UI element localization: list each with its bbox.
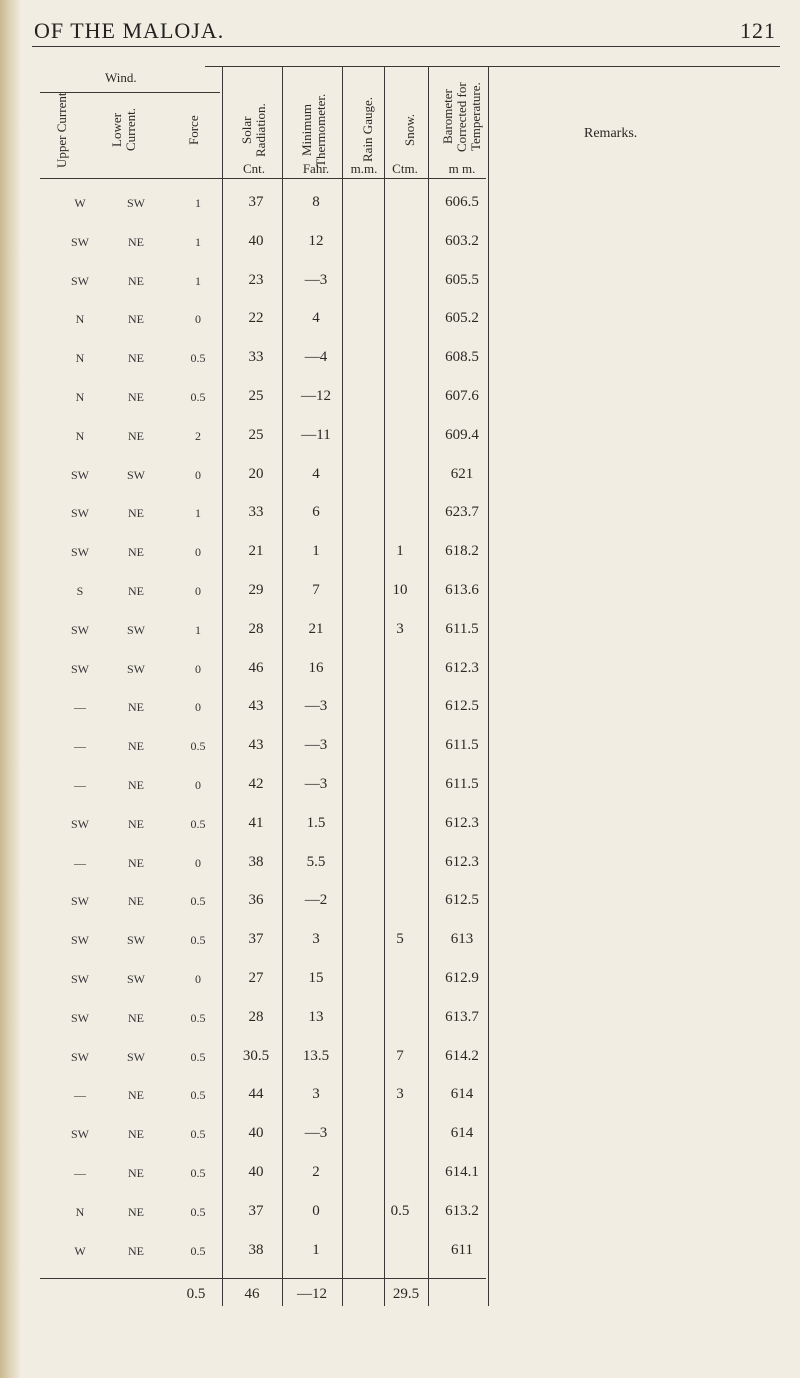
cell-force: 1 [195, 622, 201, 637]
col-snow: Snow. [402, 113, 417, 147]
cell-lower: NE [128, 894, 144, 909]
cell-min: 12 [308, 232, 324, 249]
cell-solar: 20 [248, 465, 264, 482]
unit-snow: Ctm. [392, 161, 418, 176]
cell-lower: NE [128, 855, 144, 870]
cell-force: 0 [195, 312, 201, 327]
cell-baro: 606.5 [445, 194, 479, 210]
cell-force: 0 [195, 700, 201, 715]
cell-lower: NE [128, 1127, 144, 1142]
table-row [0, 964, 800, 994]
cell-solar: 21 [248, 543, 264, 560]
cell-min: 3 [312, 931, 320, 948]
cell-lower: SW [127, 1049, 145, 1064]
cell-upper: SW [71, 467, 89, 482]
cell-baro: 605.5 [445, 271, 479, 288]
cell-baro: 614.2 [445, 1047, 479, 1064]
cell-solar: 25 [248, 426, 264, 443]
cell-force: 0 [195, 661, 201, 676]
cell-upper: — [74, 1088, 86, 1103]
cell-lower: NE [128, 1088, 144, 1103]
cell-baro: 609.4 [445, 426, 479, 443]
cell-upper: SW [71, 816, 89, 831]
cell-upper: SW [71, 1010, 89, 1025]
cell-force: 0 [195, 467, 201, 482]
cell-force: 0.5 [190, 1049, 206, 1064]
cell-baro: 612.9 [445, 970, 479, 986]
cell-lower: NE [128, 739, 144, 754]
table-row [0, 1042, 800, 1072]
cell-snow: 7 [396, 1047, 404, 1064]
cell-upper: SW [71, 972, 89, 986]
cell-upper: — [74, 855, 86, 870]
cell-solar: 37 [248, 931, 264, 948]
cell-baro: 614.1 [445, 1164, 479, 1180]
cell-min: —11 [301, 426, 331, 443]
cell-force: 0.5 [190, 933, 206, 948]
cell-solar: 38 [248, 1241, 264, 1258]
cell-min: 1 [312, 543, 320, 560]
cell-baro: 613.2 [445, 1202, 479, 1219]
cell-lower: NE [128, 1243, 144, 1258]
cell-min: 16 [308, 659, 324, 676]
unit-min: Fahr. [302, 161, 330, 176]
cell-min: 8 [312, 194, 320, 210]
cell-upper: W [74, 1243, 86, 1258]
cell-snow: 10 [392, 582, 408, 598]
cell-upper: SW [71, 545, 89, 560]
total-force: 0.5 [186, 1286, 206, 1302]
cell-baro: 613 [450, 931, 474, 948]
cell-lower: NE [128, 778, 144, 792]
table-row [0, 654, 800, 684]
cell-min: 7 [312, 582, 320, 598]
cell-solar: 30.5 [242, 1047, 270, 1064]
cell-snow: 1 [396, 543, 404, 560]
cell-upper: N [75, 428, 85, 443]
cell-min: —12 [301, 388, 331, 404]
cell-min: 2 [312, 1164, 320, 1180]
cell-upper: S [76, 584, 84, 598]
cell-min: 1.5 [306, 814, 326, 831]
table-row [0, 498, 800, 528]
cell-min: 0 [312, 1202, 320, 1219]
col-solar-radiation: Solar Radiation. [239, 103, 268, 157]
cell-solar: 40 [248, 1164, 264, 1180]
cell-solar: 40 [248, 232, 264, 249]
cell-force: 0.5 [190, 894, 206, 909]
cell-lower: NE [128, 273, 144, 288]
cell-snow: 0.5 [390, 1202, 410, 1219]
cell-upper: SW [71, 1127, 89, 1142]
cell-solar: 29 [248, 582, 264, 598]
cell-lower: SW [127, 661, 145, 676]
cell-baro: 612.3 [445, 659, 479, 676]
col-min-thermometer: Minimum Thermometer. [299, 93, 328, 167]
table-row [0, 1236, 800, 1266]
cell-baro: 612.5 [445, 698, 479, 715]
table-row [0, 809, 800, 839]
table-row [0, 1158, 800, 1188]
cell-force: 2 [195, 428, 201, 443]
cell-upper: SW [71, 273, 89, 288]
cell-min: 15 [308, 970, 324, 986]
cell-baro: 605.2 [445, 310, 479, 327]
cell-force: 0.5 [190, 1243, 206, 1258]
cell-upper: N [75, 1204, 85, 1219]
cell-solar: 37 [248, 1202, 264, 1219]
total-min: —12 [297, 1286, 327, 1302]
total-solar: 46 [244, 1286, 260, 1302]
table-row [0, 382, 800, 412]
table-row [0, 421, 800, 451]
cell-lower: NE [128, 390, 144, 404]
cell-upper: — [74, 700, 86, 715]
cell-force: 1 [195, 234, 201, 249]
cell-solar: 40 [248, 1125, 264, 1142]
cell-force: 0.5 [190, 1204, 206, 1219]
table-row [0, 537, 800, 567]
cell-baro: 611 [451, 1241, 473, 1258]
table-row [0, 304, 800, 334]
cell-baro: 612.3 [445, 814, 479, 831]
cell-lower: SW [127, 972, 145, 986]
cell-min: 13 [308, 1008, 324, 1025]
cell-solar: 27 [248, 970, 264, 986]
col-upper-current: Upper Current [54, 92, 69, 168]
cell-snow: 3 [396, 620, 404, 637]
cell-force: 1 [195, 273, 201, 288]
table-row [0, 1119, 800, 1149]
cell-force: 0.5 [190, 816, 206, 831]
col-rain-gauge: Rain Gauge. [360, 97, 375, 163]
cell-lower: NE [128, 584, 144, 598]
cell-lower: NE [128, 545, 144, 560]
col-lower-current: Lower Current. [109, 108, 138, 152]
cell-solar: 43 [248, 737, 264, 754]
cell-baro: 621 [450, 465, 474, 482]
cell-baro: 608.5 [445, 349, 479, 366]
table-row [0, 460, 800, 490]
table-row [0, 615, 800, 645]
cell-force: 1 [195, 196, 201, 210]
unit-rain: m.m. [350, 161, 378, 176]
cell-solar: 43 [248, 698, 264, 715]
cell-lower: SW [127, 467, 145, 482]
cell-min: 4 [312, 310, 320, 327]
cell-snow: 3 [396, 1086, 404, 1103]
cell-force: 0.5 [190, 390, 206, 404]
wind-group-label: Wind. [105, 70, 137, 85]
cell-force: 0 [195, 972, 201, 986]
cell-min: —3 [304, 698, 328, 715]
cell-upper: — [74, 1166, 86, 1180]
cell-solar: 25 [248, 388, 264, 404]
cell-lower: NE [128, 700, 144, 715]
cell-baro: 613.7 [445, 1008, 479, 1025]
cell-lower: SW [127, 196, 145, 210]
cell-baro: 612.3 [445, 853, 479, 870]
cell-min: —3 [304, 271, 328, 288]
cell-solar: 42 [248, 776, 264, 792]
table-row [0, 925, 800, 955]
cell-baro: 611.5 [445, 776, 479, 792]
cell-upper: SW [71, 1049, 89, 1064]
cell-solar: 41 [248, 814, 264, 831]
cell-lower: SW [127, 933, 145, 948]
col-remarks: Remarks. [584, 126, 638, 141]
unit-baro: m m. [448, 161, 476, 176]
cell-lower: NE [128, 1010, 144, 1025]
total-snow: 29.5 [392, 1286, 420, 1302]
cell-force: 0.5 [190, 739, 206, 754]
cell-min: 13.5 [302, 1047, 330, 1064]
cell-lower: NE [128, 234, 144, 249]
running-head-title: OF THE MALOJA. [34, 18, 225, 43]
cell-lower: SW [127, 622, 145, 637]
cell-force: 0 [195, 778, 201, 792]
table-row [0, 731, 800, 761]
table-row [0, 770, 800, 800]
cell-baro: 614 [450, 1086, 474, 1103]
cell-upper: SW [71, 661, 89, 676]
cell-solar: 46 [248, 659, 264, 676]
cell-solar: 33 [248, 349, 264, 366]
cell-min: 1 [312, 1241, 320, 1258]
cell-min: 5.5 [306, 853, 326, 870]
cell-solar: 28 [248, 620, 264, 637]
cell-min: 4 [312, 465, 320, 482]
cell-force: 0.5 [190, 1127, 206, 1142]
cell-baro: 614 [450, 1125, 474, 1142]
cell-lower: NE [128, 312, 144, 327]
cell-force: 1 [195, 506, 201, 521]
cell-baro: 611.5 [445, 620, 479, 637]
table-row [0, 1197, 800, 1227]
col-barometer: Barometer Corrected for Temperature. [440, 82, 483, 152]
table-row [0, 576, 800, 606]
cell-baro: 618.2 [445, 543, 479, 560]
unit-solar: Cnt. [242, 161, 266, 176]
cell-force: 0.5 [190, 1166, 206, 1180]
cell-min: 3 [312, 1086, 320, 1103]
cell-upper: SW [71, 622, 89, 637]
cell-solar: 44 [248, 1086, 264, 1103]
table-row [0, 1080, 800, 1110]
cell-baro: 613.6 [445, 582, 479, 598]
cell-solar: 33 [248, 504, 264, 521]
cell-min: —3 [304, 1125, 328, 1142]
cell-upper: N [75, 312, 85, 327]
cell-min: —3 [304, 737, 328, 754]
cell-baro: 603.2 [445, 232, 479, 249]
cell-force: 0.5 [190, 1088, 206, 1103]
cell-lower: NE [128, 428, 144, 443]
cell-lower: NE [128, 351, 144, 366]
table-row [0, 886, 800, 916]
cell-baro: 612.5 [445, 892, 479, 909]
table-row [0, 188, 800, 218]
cell-upper: N [75, 390, 85, 404]
table-row [0, 343, 800, 373]
cell-force: 0 [195, 584, 201, 598]
cell-solar: 38 [248, 853, 264, 870]
table-row [0, 848, 800, 878]
table-row [0, 227, 800, 257]
cell-force: 0.5 [190, 351, 206, 366]
table-row [0, 266, 800, 296]
cell-force: 0 [195, 545, 201, 560]
cell-upper: SW [71, 506, 89, 521]
cell-upper: — [74, 778, 86, 792]
cell-min: —3 [304, 776, 328, 792]
cell-snow: 5 [396, 931, 404, 948]
col-force: Force [186, 115, 201, 145]
cell-min: 6 [312, 504, 320, 521]
cell-baro: 607.6 [445, 388, 479, 404]
cell-lower: NE [128, 1166, 144, 1180]
cell-solar: 36 [248, 892, 264, 909]
cell-min: —2 [304, 892, 328, 909]
cell-force: 0.5 [190, 1010, 206, 1025]
table-row [0, 692, 800, 722]
page-number: 121 [740, 18, 776, 43]
cell-lower: NE [128, 816, 144, 831]
cell-upper: N [75, 351, 85, 366]
cell-lower: NE [128, 506, 144, 521]
cell-upper: W [74, 196, 86, 210]
table-row [0, 1003, 800, 1033]
cell-solar: 37 [248, 194, 264, 210]
cell-baro: 623.7 [445, 504, 479, 521]
cell-min: 21 [308, 620, 324, 637]
cell-solar: 22 [248, 310, 264, 327]
cell-solar: 28 [248, 1008, 264, 1025]
cell-lower: NE [128, 1204, 144, 1219]
cell-solar: 23 [248, 271, 264, 288]
cell-upper: — [74, 739, 86, 754]
cell-upper: SW [71, 234, 89, 249]
cell-baro: 611.5 [445, 737, 479, 754]
cell-min: —4 [304, 349, 328, 366]
cell-upper: SW [71, 933, 89, 948]
cell-upper: SW [71, 894, 89, 909]
cell-force: 0 [195, 855, 201, 870]
